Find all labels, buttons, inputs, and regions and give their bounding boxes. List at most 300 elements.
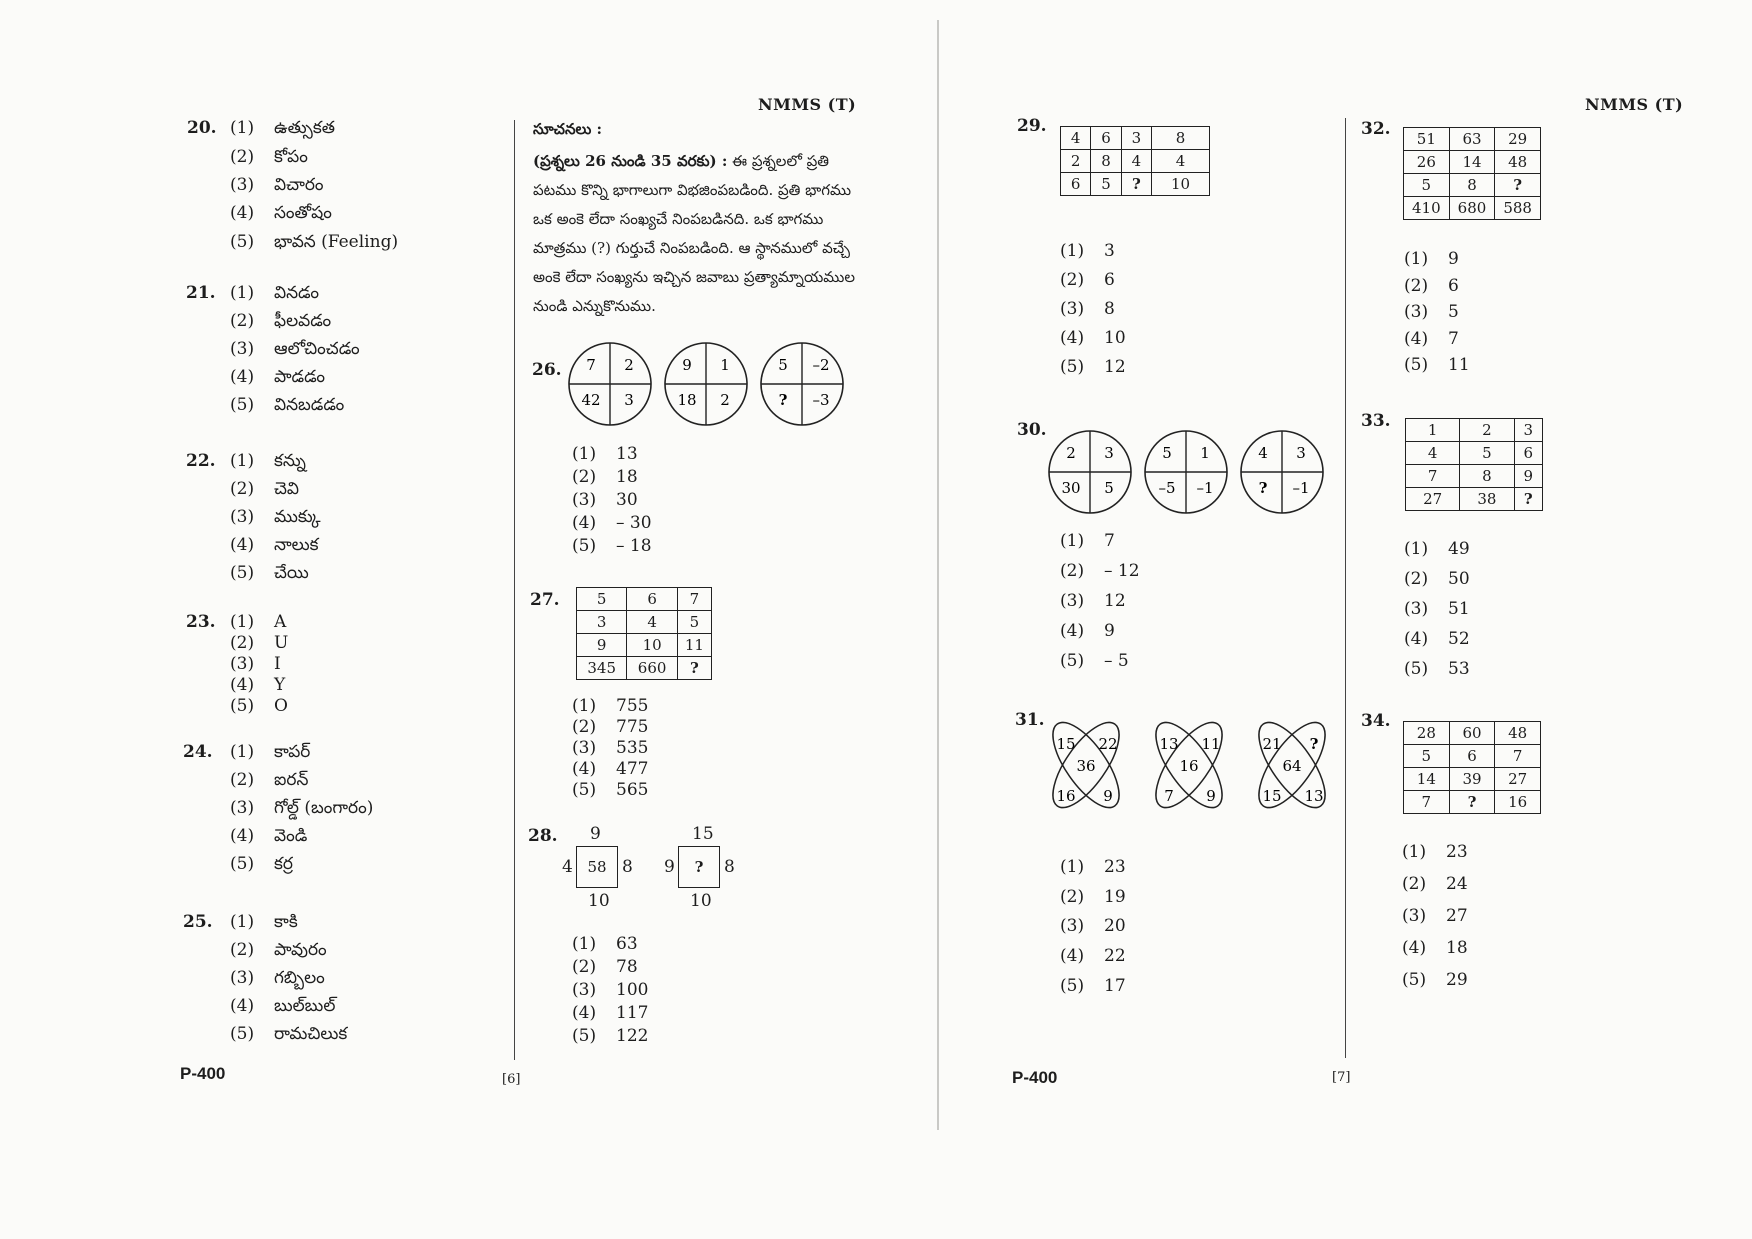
- option-text: 5: [1448, 302, 1459, 322]
- q28-option-4[interactable]: [572, 1003, 648, 1023]
- figure-value: 16: [1179, 757, 1199, 775]
- q32-option-4[interactable]: [1404, 329, 1459, 349]
- grid-cell: 4: [627, 611, 677, 634]
- q29-option-3[interactable]: [1060, 299, 1115, 319]
- option-number: (5): [230, 232, 255, 252]
- q24-option-1[interactable]: [230, 742, 310, 766]
- q27-grid: [576, 587, 712, 680]
- q25-option-2[interactable]: [230, 940, 327, 964]
- q31-option-5[interactable]: [1060, 976, 1126, 996]
- q21-option-3[interactable]: [230, 339, 360, 363]
- grid-cell: 28: [1404, 722, 1450, 745]
- circle-value: 4: [1258, 444, 1268, 462]
- option-number: (3): [230, 339, 255, 359]
- figure-value: 11: [1201, 735, 1221, 753]
- q28-right-value: 8: [724, 857, 735, 877]
- grid-row: [1406, 442, 1543, 465]
- q23-option-5[interactable]: [230, 696, 288, 716]
- grid-cell: 5: [677, 611, 711, 634]
- option-number: (4): [1402, 938, 1427, 958]
- grid-cell: 3: [1514, 419, 1543, 442]
- option-text: కాపర్: [274, 742, 311, 762]
- grid-row: [1404, 768, 1541, 791]
- q22-option-1[interactable]: [230, 451, 306, 475]
- q32-option-3[interactable]: [1404, 302, 1459, 322]
- q22-option-5[interactable]: [230, 563, 309, 587]
- figure-value: 21: [1262, 735, 1282, 753]
- q21-option-1[interactable]: [230, 283, 319, 307]
- option-text: కోపం: [274, 147, 308, 167]
- circle-value: 18: [677, 391, 697, 409]
- figure-value: 7: [1164, 787, 1174, 805]
- grid-cell: 26: [1404, 151, 1450, 174]
- option-text: కర్ర: [274, 854, 293, 874]
- circle-value: –1: [1292, 479, 1310, 497]
- option-number: (2): [1060, 887, 1085, 907]
- option-number: (2): [230, 770, 255, 790]
- circle-value: 3: [1104, 444, 1114, 462]
- option-text: 565: [616, 780, 649, 800]
- option-text: బుల్‌బుల్: [274, 996, 336, 1016]
- q26-option-2[interactable]: [572, 467, 638, 487]
- grid-row: [1404, 174, 1541, 197]
- option-text: 11: [1448, 355, 1470, 375]
- option-number: (5): [1404, 355, 1429, 375]
- option-number: (4): [230, 367, 255, 387]
- option-text: 20: [1104, 916, 1126, 936]
- grid-cell: 48: [1495, 722, 1541, 745]
- circle-value: 2: [720, 391, 730, 409]
- option-text: – 30: [616, 513, 652, 533]
- grid-cell: 27: [1406, 488, 1460, 511]
- option-text: ఉత్సుకత: [274, 118, 335, 138]
- option-text: 18: [616, 467, 638, 487]
- grid-row: [1406, 465, 1543, 488]
- option-text: 27: [1446, 906, 1468, 926]
- option-number: (5): [230, 696, 255, 716]
- grid-cell: 48: [1495, 151, 1541, 174]
- circle-value: 30: [1061, 479, 1081, 497]
- footer-right-code: P-400: [1012, 1068, 1058, 1087]
- unknown-cell: ?: [1495, 174, 1541, 197]
- circle-value: 9: [682, 356, 692, 374]
- grid-cell: 680: [1449, 197, 1495, 220]
- option-number: (3): [572, 738, 597, 758]
- grid-cell: 8: [1091, 150, 1121, 173]
- option-number: (4): [1060, 328, 1085, 348]
- option-text: 535: [616, 738, 649, 758]
- option-number: (5): [1060, 651, 1085, 671]
- unknown-cell: ?: [1121, 173, 1151, 196]
- q25-number: 25.: [183, 912, 213, 932]
- q31-option-4[interactable]: [1060, 946, 1126, 966]
- q28-box: 58: [576, 846, 618, 888]
- option-number: (1): [1060, 241, 1085, 261]
- option-number: (3): [1060, 591, 1085, 611]
- q23-option-2[interactable]: [230, 633, 288, 653]
- q24-number: 24.: [183, 742, 213, 762]
- q24-option-4[interactable]: [230, 826, 307, 850]
- option-number: (3): [230, 654, 255, 674]
- option-text: 19: [1104, 887, 1126, 907]
- q31-option-1[interactable]: [1060, 857, 1126, 877]
- option-text: 477: [616, 759, 649, 779]
- q30-option-5[interactable]: [1060, 651, 1129, 671]
- q22-option-2[interactable]: [230, 479, 299, 503]
- q28-top-value: 9: [590, 824, 601, 844]
- unknown-value: ?: [1258, 479, 1268, 497]
- grid-cell: 29: [1495, 128, 1541, 151]
- option-number: (1): [230, 612, 255, 632]
- grid-cell: 8: [1152, 127, 1210, 150]
- option-text: 13: [616, 444, 638, 464]
- q23-option-1[interactable]: [230, 612, 286, 632]
- q26-option-5[interactable]: [572, 536, 652, 556]
- option-text: O: [274, 696, 288, 716]
- circle-value: –2: [812, 356, 830, 374]
- option-text: 24: [1446, 874, 1468, 894]
- grid-cell: 8: [1449, 174, 1495, 197]
- grid-cell: 7: [1404, 791, 1450, 814]
- q30-number: 30.: [1017, 420, 1047, 440]
- option-text: 12: [1104, 357, 1126, 377]
- q33-option-4[interactable]: [1404, 629, 1470, 649]
- q26-circles: [566, 340, 846, 430]
- option-text: 6: [1448, 276, 1459, 296]
- q28-number: 28.: [528, 826, 558, 846]
- option-number: (4): [1060, 621, 1085, 641]
- q28-option-5[interactable]: [572, 1026, 648, 1046]
- q33-option-1[interactable]: [1404, 539, 1470, 559]
- circle-value: 5: [778, 356, 788, 374]
- grid-row: [1404, 128, 1541, 151]
- q34-option-2[interactable]: [1402, 874, 1468, 894]
- option-number: (5): [230, 854, 255, 874]
- option-text: U: [274, 633, 289, 653]
- q27-option-4[interactable]: [572, 759, 648, 779]
- grid-cell: 7: [1406, 465, 1460, 488]
- q21-number: 21.: [186, 283, 216, 303]
- option-text: 3: [1104, 241, 1115, 261]
- grid-cell: 27: [1495, 768, 1541, 791]
- option-number: (1): [230, 118, 255, 138]
- option-text: పాడడం: [274, 367, 326, 387]
- q28-left-value: 4: [562, 857, 573, 877]
- option-number: (1): [230, 451, 255, 471]
- option-text: గోల్డ్ (బంగారం): [274, 798, 374, 818]
- grid-row: [1404, 722, 1541, 745]
- q33-option-5[interactable]: [1404, 659, 1470, 679]
- option-number: (5): [230, 563, 255, 583]
- q21-option-2[interactable]: [230, 311, 331, 335]
- option-number: (2): [1402, 874, 1427, 894]
- q34-option-5[interactable]: [1402, 970, 1468, 990]
- option-number: (4): [230, 535, 255, 555]
- option-number: (2): [572, 467, 597, 487]
- q28-bottom-value: 10: [588, 891, 610, 911]
- q33-option-2[interactable]: [1404, 569, 1470, 589]
- circle-value: –5: [1158, 479, 1176, 497]
- q29-option-1[interactable]: [1060, 241, 1115, 261]
- option-text: చెవి: [274, 479, 300, 499]
- header-left: NMMS (T): [758, 95, 857, 114]
- grid-row: [1406, 488, 1543, 511]
- option-text: 12: [1104, 591, 1126, 611]
- option-number: (4): [1404, 629, 1429, 649]
- grid-cell: 4: [1061, 127, 1091, 150]
- grid-cell: 14: [1449, 151, 1495, 174]
- q34-option-4[interactable]: [1402, 938, 1468, 958]
- option-number: (5): [1402, 970, 1427, 990]
- option-text: A: [274, 612, 287, 632]
- figure-value: 64: [1282, 757, 1302, 775]
- grid-cell: 4: [1121, 150, 1151, 173]
- option-text: I: [274, 654, 281, 674]
- q33-option-3[interactable]: [1404, 599, 1470, 619]
- q30-option-1[interactable]: [1060, 531, 1115, 551]
- option-text: 22: [1104, 946, 1126, 966]
- option-text: – 5: [1104, 651, 1129, 671]
- option-text: ముక్కు: [274, 507, 321, 527]
- option-text: 29: [1446, 970, 1468, 990]
- option-number: (1): [1060, 857, 1085, 877]
- circle-value: –1: [1196, 479, 1214, 497]
- q27-option-3[interactable]: [572, 738, 648, 758]
- option-text: 117: [616, 1003, 649, 1023]
- footer-left-page: [6]: [502, 1072, 521, 1087]
- column-rule-right: [1345, 118, 1346, 1058]
- q31-option-2[interactable]: [1060, 887, 1126, 907]
- q26-option-4[interactable]: [572, 513, 652, 533]
- circle-value: –3: [812, 391, 830, 409]
- option-number: (2): [1404, 276, 1429, 296]
- grid-row: [1061, 173, 1210, 196]
- option-text: వినడం: [274, 283, 319, 303]
- option-text: విచారం: [274, 175, 324, 195]
- unknown-value: ?: [1309, 735, 1319, 753]
- option-text: 100: [616, 980, 649, 1000]
- option-text: పావురం: [274, 940, 327, 960]
- option-text: 53: [1448, 659, 1470, 679]
- q26-option-3[interactable]: [572, 490, 638, 510]
- figure-value: 36: [1076, 757, 1096, 775]
- q20-option-5[interactable]: [230, 232, 398, 256]
- unknown-cell: ?: [1514, 488, 1543, 511]
- grid-cell: 39: [1449, 768, 1495, 791]
- q27-option-2[interactable]: [572, 717, 648, 737]
- q27-option-5[interactable]: [572, 780, 648, 800]
- figure-value: 9: [1206, 787, 1216, 805]
- unknown-cell: ?: [1449, 791, 1495, 814]
- q29-grid: [1060, 126, 1210, 196]
- circle-value: 5: [1162, 444, 1172, 462]
- instructions-range: (ప్రశ్నలు 26 నుండి 35 వరకు) :: [533, 152, 728, 170]
- grid-cell: 345: [577, 657, 627, 680]
- page-fold: [937, 20, 939, 1130]
- q20-option-1[interactable]: [230, 118, 335, 142]
- q34-option-1[interactable]: [1402, 842, 1468, 862]
- option-number: (3): [1060, 916, 1085, 936]
- grid-cell: 38: [1460, 488, 1514, 511]
- figure-value: 22: [1098, 735, 1118, 753]
- option-number: (3): [230, 507, 255, 527]
- grid-cell: 51: [1404, 128, 1450, 151]
- q28-option-2[interactable]: [572, 957, 638, 977]
- q28-option-1[interactable]: [572, 934, 638, 954]
- circle-value: 2: [624, 356, 634, 374]
- q27-number: 27.: [530, 590, 560, 610]
- q20-option-4[interactable]: [230, 203, 332, 227]
- q20-option-3[interactable]: [230, 175, 324, 199]
- grid-row: [1406, 419, 1543, 442]
- grid-cell: 14: [1404, 768, 1450, 791]
- option-text: 6: [1104, 270, 1115, 290]
- option-text: 63: [616, 934, 638, 954]
- circle-value: 3: [624, 391, 634, 409]
- instructions-body: [533, 147, 863, 321]
- q25-option-5[interactable]: [230, 1024, 347, 1048]
- grid-cell: 3: [577, 611, 627, 634]
- q25-option-3[interactable]: [230, 968, 325, 992]
- option-text: 18: [1446, 938, 1468, 958]
- option-number: (1): [1402, 842, 1427, 862]
- instructions-title: సూచనలు :: [533, 120, 603, 138]
- grid-cell: 63: [1449, 128, 1495, 151]
- q22-option-3[interactable]: [230, 507, 321, 531]
- q32-option-2[interactable]: [1404, 276, 1459, 296]
- q26-option-1[interactable]: [572, 444, 638, 464]
- option-text: 52: [1448, 629, 1470, 649]
- option-text: కాకి: [274, 912, 298, 932]
- option-text: ఆలోచించడం: [274, 339, 360, 359]
- q34-option-3[interactable]: [1402, 906, 1468, 926]
- option-text: 78: [616, 957, 638, 977]
- circle-value: 2: [1066, 444, 1076, 462]
- option-text: రామచిలుక: [274, 1024, 348, 1044]
- option-text: 122: [616, 1026, 649, 1046]
- grid-row: [1404, 745, 1541, 768]
- option-text: 10: [1104, 328, 1126, 348]
- option-number: (4): [572, 513, 597, 533]
- option-text: Y: [274, 675, 286, 695]
- option-number: (1): [230, 283, 255, 303]
- option-number: (2): [230, 940, 255, 960]
- option-text: 30: [616, 490, 638, 510]
- q22-option-4[interactable]: [230, 535, 318, 559]
- grid-cell: 5: [1091, 173, 1121, 196]
- grid-cell: 16: [1495, 791, 1541, 814]
- q30-option-4[interactable]: [1060, 621, 1115, 641]
- option-number: (4): [230, 203, 255, 223]
- option-text: భావన (Feeling): [274, 232, 399, 252]
- grid-cell: 5: [1460, 442, 1514, 465]
- option-number: (2): [572, 717, 597, 737]
- q29-option-5[interactable]: [1060, 357, 1126, 377]
- column-rule-left: [514, 120, 515, 1060]
- grid-row: [1404, 791, 1541, 814]
- q25-option-1[interactable]: [230, 912, 298, 936]
- q31-option-3[interactable]: [1060, 916, 1126, 936]
- option-text: – 12: [1104, 561, 1140, 581]
- option-number: (3): [1402, 906, 1427, 926]
- figure-value: 9: [1103, 787, 1113, 805]
- option-text: 51: [1448, 599, 1470, 619]
- grid-row: [577, 588, 712, 611]
- q29-number: 29.: [1017, 116, 1047, 136]
- q28-option-3[interactable]: [572, 980, 648, 1000]
- option-number: (3): [1404, 302, 1429, 322]
- q28-bottom-value: 10: [690, 891, 712, 911]
- q21-option-5[interactable]: [230, 395, 344, 419]
- q25-option-4[interactable]: [230, 996, 335, 1020]
- option-text: వెండి: [274, 826, 308, 846]
- grid-cell: 5: [1404, 745, 1450, 768]
- circle-value: 7: [586, 356, 596, 374]
- q26-number: 26.: [532, 360, 562, 380]
- grid-cell: 8: [1460, 465, 1514, 488]
- grid-cell: 588: [1495, 197, 1541, 220]
- q32-option-5[interactable]: [1404, 355, 1470, 375]
- q32-number: 32.: [1361, 119, 1391, 139]
- grid-cell: 10: [627, 634, 677, 657]
- option-number: (5): [572, 536, 597, 556]
- option-text: కన్ను: [274, 451, 306, 471]
- grid-row: [577, 611, 712, 634]
- circle-value: 5: [1104, 479, 1114, 497]
- grid-row: [577, 657, 712, 680]
- option-text: 9: [1448, 249, 1459, 269]
- q24-option-2[interactable]: [230, 770, 308, 794]
- q23-option-3[interactable]: [230, 654, 281, 674]
- q33-number: 33.: [1361, 411, 1391, 431]
- option-number: (2): [230, 479, 255, 499]
- q30-option-3[interactable]: [1060, 591, 1126, 611]
- option-text: 23: [1446, 842, 1468, 862]
- option-number: (4): [230, 826, 255, 846]
- q29-option-4[interactable]: [1060, 328, 1126, 348]
- q32-option-1[interactable]: [1404, 249, 1459, 269]
- q29-option-2[interactable]: [1060, 270, 1115, 290]
- grid-cell: 660: [627, 657, 677, 680]
- q23-option-4[interactable]: [230, 675, 285, 695]
- q30-circles: [1046, 428, 1336, 518]
- grid-cell: 5: [577, 588, 627, 611]
- q21-option-4[interactable]: [230, 367, 325, 391]
- option-text: ఐరన్: [274, 770, 309, 790]
- option-text: 17: [1104, 976, 1126, 996]
- option-text: 50: [1448, 569, 1470, 589]
- q33-grid: [1405, 418, 1543, 511]
- q34-grid: [1403, 721, 1541, 814]
- grid-cell: 6: [1061, 173, 1091, 196]
- figure-value: 13: [1159, 735, 1179, 753]
- q27-option-1[interactable]: [572, 696, 648, 716]
- grid-cell: 10: [1152, 173, 1210, 196]
- grid-cell: 2: [1061, 150, 1091, 173]
- option-number: (2): [1060, 561, 1085, 581]
- option-number: (5): [1404, 659, 1429, 679]
- grid-row: [577, 634, 712, 657]
- q24-option-3[interactable]: [230, 798, 373, 822]
- grid-cell: 6: [1449, 745, 1495, 768]
- circle-value: 1: [1200, 444, 1210, 462]
- q30-option-2[interactable]: [1060, 561, 1140, 581]
- option-number: (1): [230, 912, 255, 932]
- q20-option-2[interactable]: [230, 147, 308, 171]
- grid-row: [1404, 151, 1541, 174]
- option-number: (1): [1404, 249, 1429, 269]
- q24-option-5[interactable]: [230, 854, 293, 878]
